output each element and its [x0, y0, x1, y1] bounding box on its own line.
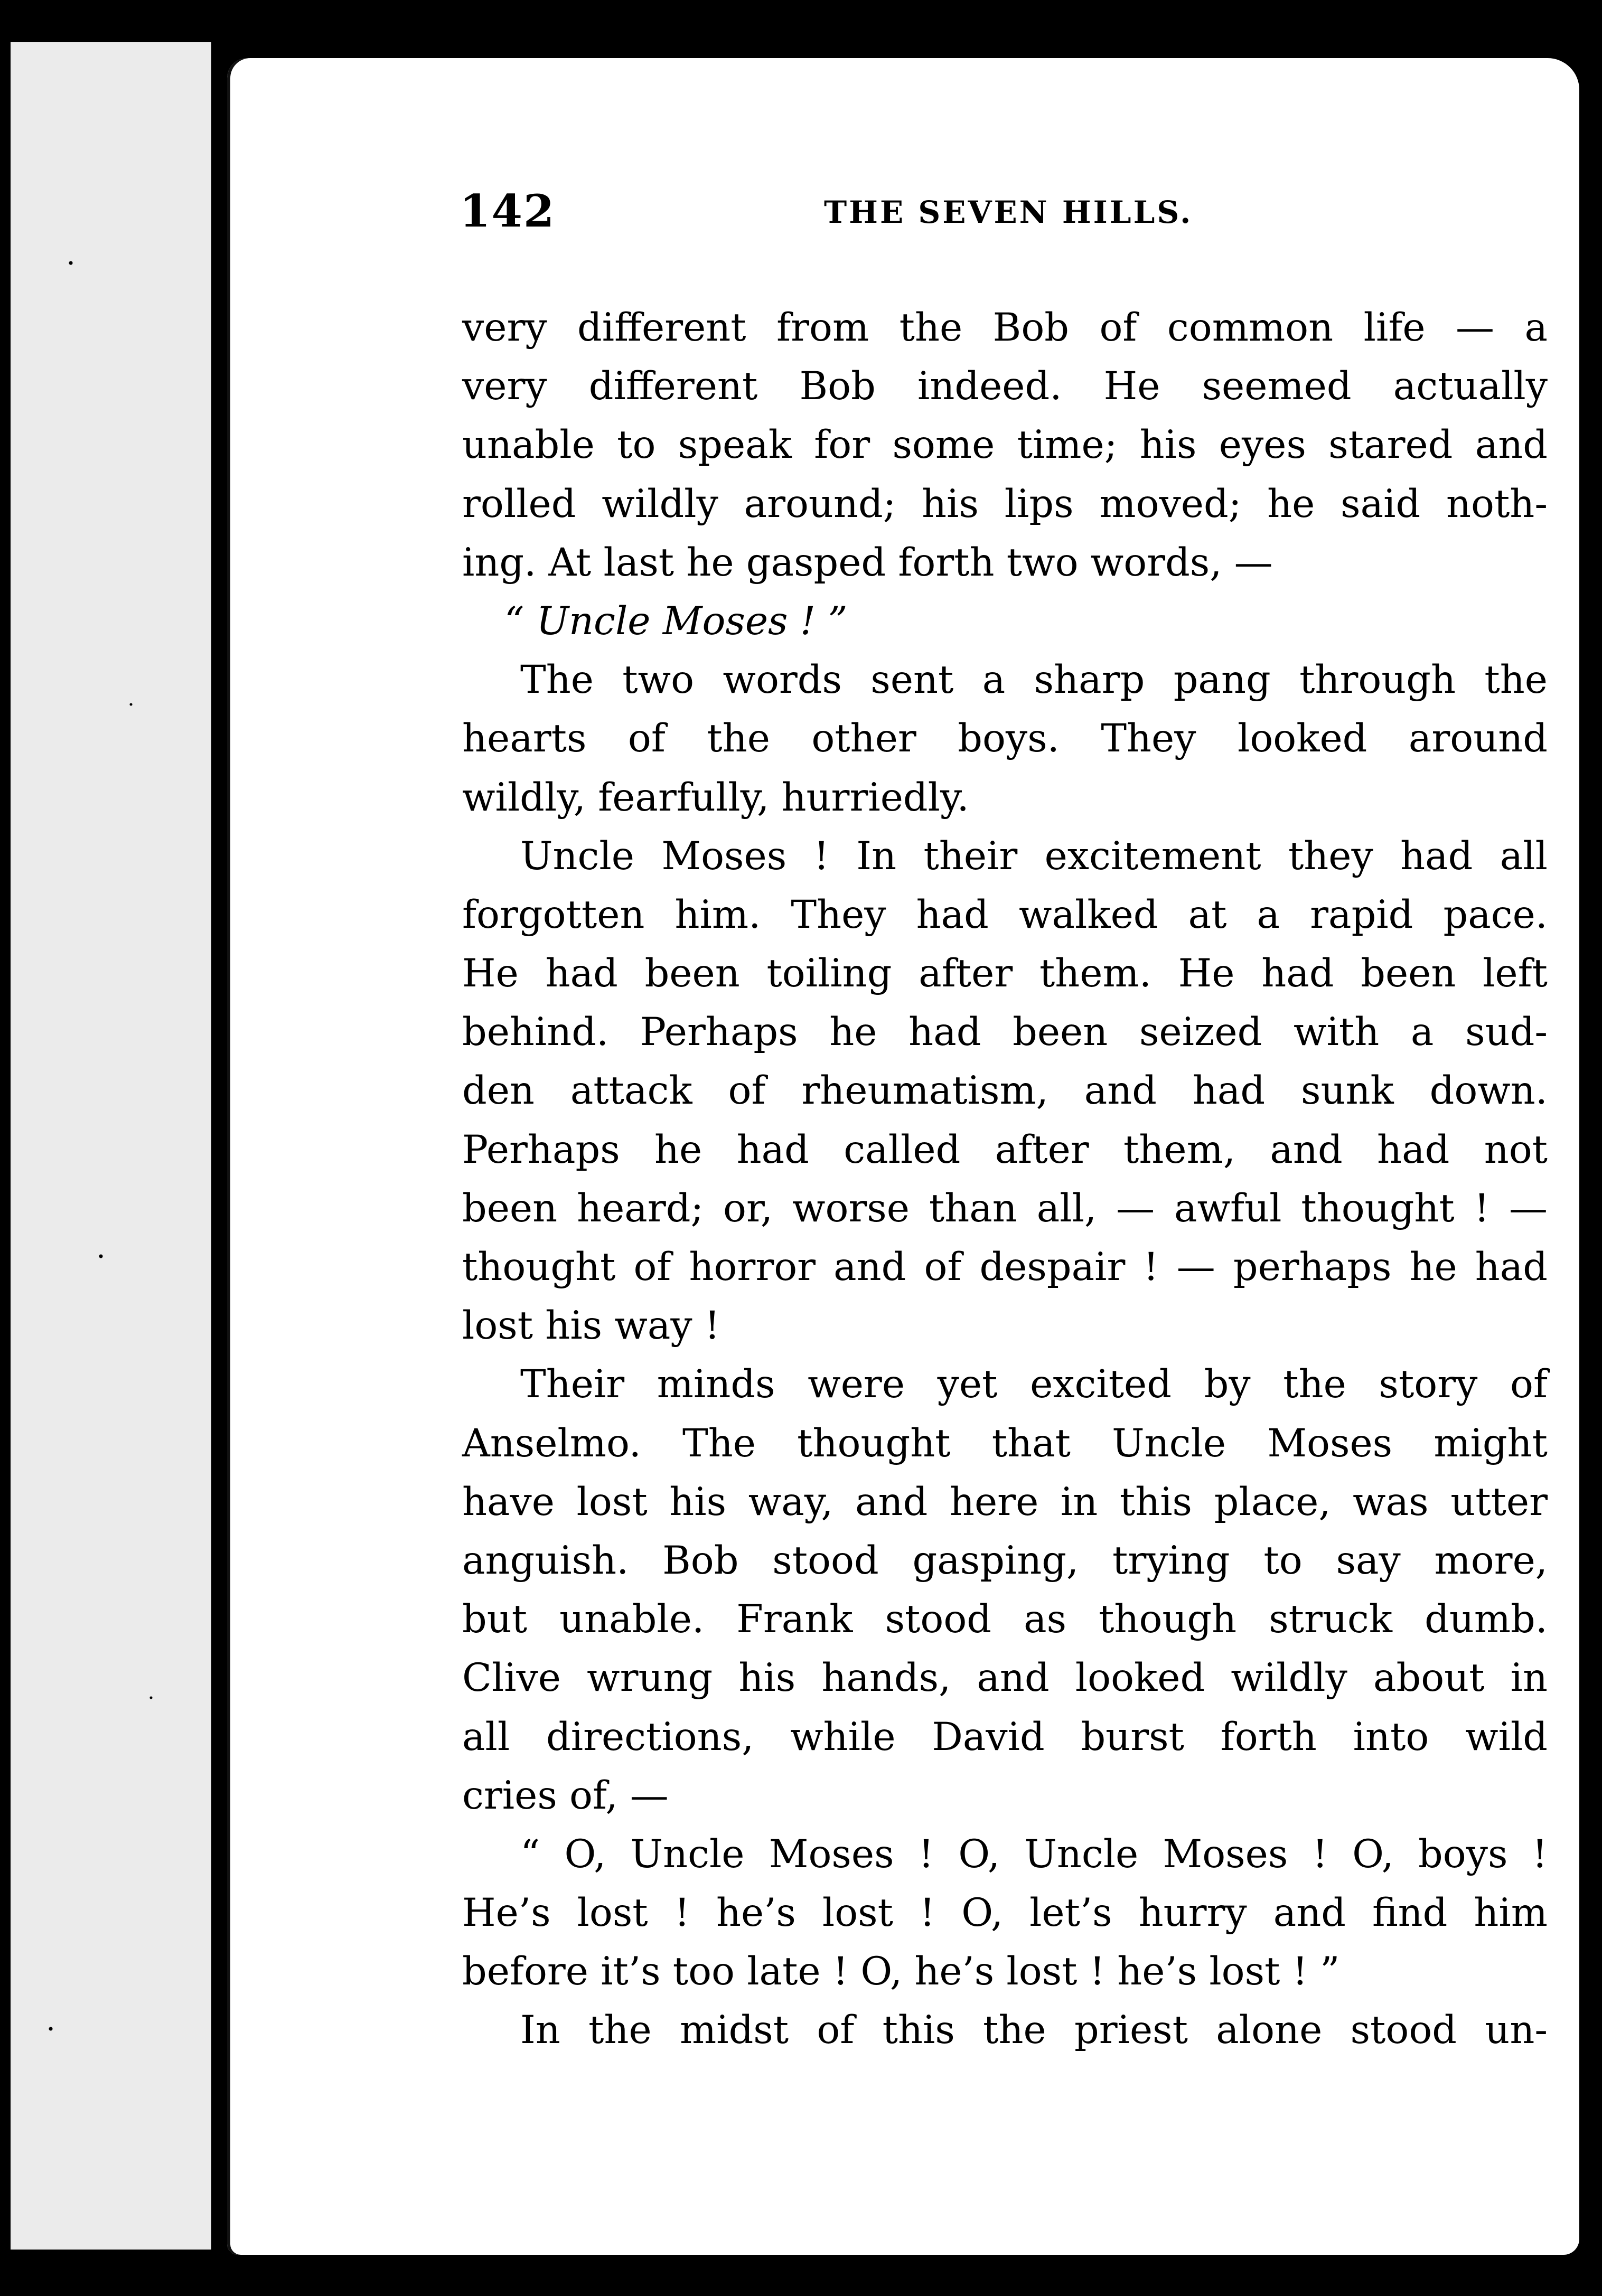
text-line: den attack of rheumatism, and had sunk down.	[462, 1068, 1548, 1114]
text-line: He had been toiling after them. He had been left	[462, 951, 1548, 996]
text-line: thought of horror and of despair ! — perhaps he had	[462, 1245, 1548, 1290]
text-line: Perhaps he had called after them, and had not	[462, 1127, 1548, 1172]
scan-noise	[11, 42, 211, 2250]
paragraph-start-line: “ O, Uncle Moses ! O, Uncle Moses ! O, boys !	[520, 1831, 1548, 1877]
text-line: anguish. Bob stood gasping, trying to say more,	[462, 1538, 1548, 1583]
text-line: ing. At last he gasped forth two words, —	[462, 540, 1273, 585]
text-line: He’s lost ! he’s lost ! O, let’s hurry and find him	[462, 1890, 1548, 1936]
adjacent-page-edge	[11, 42, 219, 2250]
page-number: 142	[460, 185, 556, 237]
text-line: very different Bob indeed. He seemed actually	[462, 364, 1548, 409]
text-line: been heard; or, worse than all, — awful thought ! —	[462, 1185, 1548, 1231]
paragraph-start-line: The two words sent a sharp pang through the	[520, 657, 1548, 703]
book-title: THE SEVEN HILLS.	[824, 194, 1193, 230]
text-line: lost his way !	[462, 1303, 720, 1349]
text-line: very different from the Bob of common life — a	[462, 305, 1548, 350]
text-line: before it’s too late ! O, he’s lost ! he’s lost ! ”	[462, 1949, 1340, 1994]
text-line: have lost his way, and here in this place, was utter	[462, 1479, 1548, 1525]
text-line: but unable. Frank stood as though struck dumb.	[462, 1597, 1548, 1642]
text-line: wildly, fearfully, hurriedly.	[462, 775, 969, 820]
paragraph-start-line: Their minds were yet excited by the story of	[520, 1362, 1548, 1407]
text-line: unable to speak for some time; his eyes stared and	[462, 422, 1548, 468]
text-line: cries of, —	[462, 1773, 669, 1818]
paragraph-start-line: Uncle Moses ! In their excitement they had all	[520, 833, 1548, 879]
text-line: hearts of the other boys. They looked around	[462, 716, 1548, 761]
text-line: all directions, while David burst forth into wild	[462, 1714, 1548, 1759]
text-line: forgotten him. They had walked at a rapid pace.	[462, 892, 1548, 937]
paragraph-start-line: In the midst of this the priest alone stood un-	[520, 2008, 1548, 2053]
text-line: Clive wrung his hands, and looked wildly about in	[462, 1655, 1548, 1701]
quoted-line: “ Uncle Moses ! ”	[504, 598, 848, 644]
text-line: rolled wildly around; his lips moved; he said noth-	[462, 481, 1548, 526]
text-line: Anselmo. The thought that Uncle Moses might	[462, 1420, 1548, 1466]
running-head	[460, 185, 1558, 248]
text-line: behind. Perhaps he had been seized with a sud-	[462, 1010, 1548, 1055]
body-text	[462, 298, 1548, 2060]
